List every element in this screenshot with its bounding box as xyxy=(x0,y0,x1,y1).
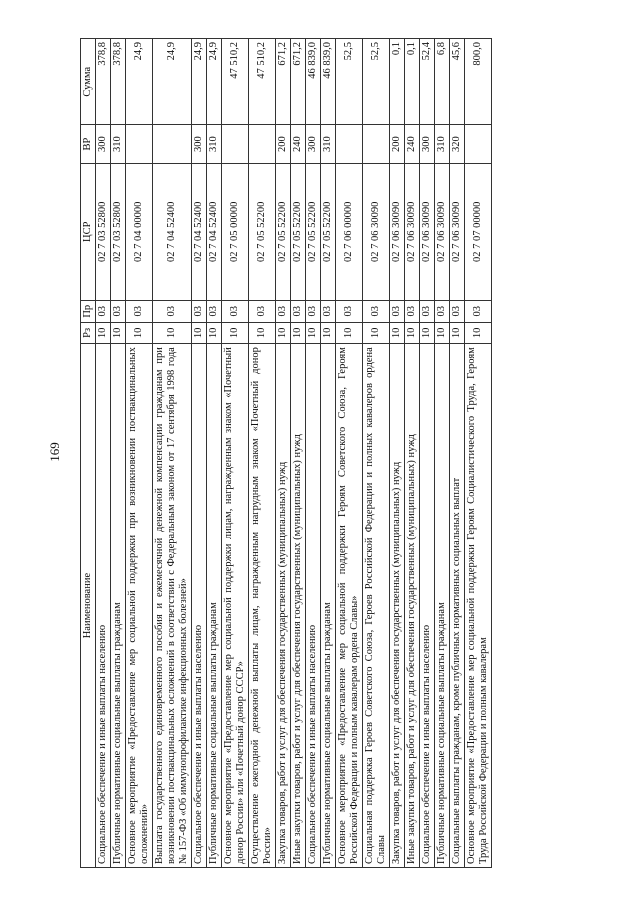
cell-name: Публичные нормативные социальные выплаты гражданам xyxy=(435,344,450,868)
cell-rz: 10 xyxy=(291,322,306,344)
table-row xyxy=(96,39,111,868)
header-rz: Рз xyxy=(81,322,96,344)
table-row xyxy=(465,39,492,868)
cell-vr xyxy=(153,125,192,163)
cell-pr: 03 xyxy=(420,300,435,322)
cell-pr: 03 xyxy=(306,300,321,322)
cell-sum: 46 839,0 xyxy=(321,39,336,125)
table-row xyxy=(276,39,291,868)
table-row xyxy=(111,39,126,868)
table-row xyxy=(420,39,435,868)
cell-name: Публичные нормативные социальные выплаты гражданам xyxy=(321,344,336,868)
cell-rz: 10 xyxy=(450,322,465,344)
cell-sum: 46 839,0 xyxy=(306,39,321,125)
cell-pr: 03 xyxy=(291,300,306,322)
cell-rz: 10 xyxy=(222,322,249,344)
header-sum: Сумма xyxy=(81,39,96,125)
rotated-page-content xyxy=(80,38,640,868)
table-row xyxy=(435,39,450,868)
cell-name: Социальные выплаты гражданам, кроме публичных нормативных социальных выплат xyxy=(450,344,465,868)
cell-sum: 6,8 xyxy=(435,39,450,125)
header-name: Наименование xyxy=(81,344,96,868)
cell-csr: 02 7 05 00000 xyxy=(222,163,249,300)
header-vr: ВР xyxy=(81,125,96,163)
cell-name: Социальное обеспечение и иные выплаты населению xyxy=(96,344,111,868)
table-row xyxy=(450,39,465,868)
cell-pr: 03 xyxy=(111,300,126,322)
cell-csr: 02 7 03 52800 xyxy=(96,163,111,300)
cell-csr: 02 7 06 30090 xyxy=(420,163,435,300)
cell-pr: 03 xyxy=(450,300,465,322)
cell-name: Социальное обеспечение и иные выплаты населению xyxy=(192,344,207,868)
cell-pr: 03 xyxy=(126,300,153,322)
cell-pr: 03 xyxy=(465,300,492,322)
cell-rz: 10 xyxy=(306,322,321,344)
cell-csr: 02 7 06 30090 xyxy=(363,163,390,300)
table-header-row xyxy=(81,39,96,868)
table-row xyxy=(249,39,276,868)
cell-rz: 10 xyxy=(465,322,492,344)
cell-csr: 02 7 05 52200 xyxy=(321,163,336,300)
cell-pr: 03 xyxy=(321,300,336,322)
cell-csr: 02 7 06 30090 xyxy=(405,163,420,300)
cell-name: Социальное обеспечение и иные выплаты населению xyxy=(420,344,435,868)
cell-sum: 378,8 xyxy=(111,39,126,125)
cell-rz: 10 xyxy=(420,322,435,344)
cell-sum: 24,9 xyxy=(153,39,192,125)
cell-pr: 03 xyxy=(222,300,249,322)
cell-pr: 03 xyxy=(363,300,390,322)
cell-sum: 52,4 xyxy=(420,39,435,125)
table-row xyxy=(336,39,363,868)
cell-pr: 03 xyxy=(153,300,192,322)
cell-name: Публичные нормативные социальные выплаты гражданам xyxy=(111,344,126,868)
cell-csr: 02 7 04 52400 xyxy=(192,163,207,300)
cell-vr xyxy=(336,125,363,163)
cell-vr: 300 xyxy=(192,125,207,163)
cell-name: Закупка товаров, работ и услуг для обеспечения государственных (муниципальных) нужд xyxy=(276,344,291,868)
cell-vr: 300 xyxy=(306,125,321,163)
cell-rz: 10 xyxy=(276,322,291,344)
cell-vr xyxy=(126,125,153,163)
budget-table xyxy=(80,38,492,868)
table-row xyxy=(405,39,420,868)
cell-name: Социальное обеспечение и иные выплаты населению xyxy=(306,344,321,868)
header-pr: Пр xyxy=(81,300,96,322)
cell-pr: 03 xyxy=(249,300,276,322)
cell-rz: 10 xyxy=(363,322,390,344)
table-row xyxy=(363,39,390,868)
cell-name: Осуществление ежегодной денежной выплаты лицам, награжденным нагрудным знаком «Почетный донор России» xyxy=(249,344,276,868)
cell-rz: 10 xyxy=(390,322,405,344)
cell-csr: 02 7 04 52400 xyxy=(207,163,222,300)
cell-name: Выплата государственного единовременного пособия и ежемесячной денежной компенсации гражданам при возникновении поствакцинальных осложнений в соответствии с Федеральным законом от 17 сентября 1998 года № 157-ФЗ «Об иммунопрофилактике инфекционных болезней» xyxy=(153,344,192,868)
cell-rz: 10 xyxy=(405,322,420,344)
cell-csr: 02 7 06 30090 xyxy=(390,163,405,300)
cell-rz: 10 xyxy=(96,322,111,344)
cell-name: Основное мероприятие «Предоставление мер социальной поддержки при возникновении поствакцинальных осложнений» xyxy=(126,344,153,868)
cell-vr: 310 xyxy=(207,125,222,163)
cell-vr: 240 xyxy=(291,125,306,163)
cell-csr: 02 7 05 52200 xyxy=(306,163,321,300)
cell-name: Иные закупки товаров, работ и услуг для обеспечения государственных (муниципальных) нужд xyxy=(405,344,420,868)
table-row xyxy=(207,39,222,868)
cell-sum: 47 510,2 xyxy=(222,39,249,125)
cell-csr: 02 7 04 00000 xyxy=(126,163,153,300)
cell-vr: 300 xyxy=(420,125,435,163)
cell-sum: 0,1 xyxy=(405,39,420,125)
cell-pr: 03 xyxy=(192,300,207,322)
cell-rz: 10 xyxy=(336,322,363,344)
cell-rz: 10 xyxy=(435,322,450,344)
cell-sum: 52,5 xyxy=(336,39,363,125)
cell-vr: 320 xyxy=(450,125,465,163)
cell-rz: 10 xyxy=(111,322,126,344)
table-row xyxy=(153,39,192,868)
table-row xyxy=(390,39,405,868)
cell-vr xyxy=(363,125,390,163)
cell-sum: 24,9 xyxy=(192,39,207,125)
cell-sum: 800,0 xyxy=(465,39,492,125)
cell-pr: 03 xyxy=(435,300,450,322)
cell-rz: 10 xyxy=(126,322,153,344)
cell-name: Основное мероприятие «Предоставление мер социальной поддержки Героям Советского Союза, Героям Российской Федерации и полным кавалерам ордена Славы» xyxy=(336,344,363,868)
cell-sum: 45,6 xyxy=(450,39,465,125)
table-row xyxy=(192,39,207,868)
cell-vr: 310 xyxy=(321,125,336,163)
cell-pr: 03 xyxy=(390,300,405,322)
cell-vr: 240 xyxy=(405,125,420,163)
cell-rz: 10 xyxy=(192,322,207,344)
cell-name: Социальная поддержка Героев Советского Союза, Героев Российской Федерации и полных кавалеров ордена Славы xyxy=(363,344,390,868)
cell-sum: 24,9 xyxy=(126,39,153,125)
cell-name: Основное мероприятие «Предоставление мер социальной поддержки Героям Социалистического Труда, Героям Труда Российской Федерации и полным кавалерам xyxy=(465,344,492,868)
header-csr: ЦСР xyxy=(81,163,96,300)
cell-name: Иные закупки товаров, работ и услуг для обеспечения государственных (муниципальных) нужд xyxy=(291,344,306,868)
cell-csr: 02 7 07 00000 xyxy=(465,163,492,300)
cell-name: Закупка товаров, работ и услуг для обеспечения государственных (муниципальных) нужд xyxy=(390,344,405,868)
cell-name: Основное мероприятие «Предоставление мер социальной поддержки лицам, награжденным знаком «Почетный донор России» или «Почетный донор СССР» xyxy=(222,344,249,868)
cell-vr xyxy=(222,125,249,163)
cell-csr: 02 7 05 52200 xyxy=(276,163,291,300)
table-row xyxy=(306,39,321,868)
cell-csr: 02 7 03 52800 xyxy=(111,163,126,300)
cell-csr: 02 7 05 52200 xyxy=(249,163,276,300)
cell-vr: 200 xyxy=(390,125,405,163)
cell-csr: 02 7 06 30090 xyxy=(435,163,450,300)
cell-pr: 03 xyxy=(336,300,363,322)
cell-rz: 10 xyxy=(321,322,336,344)
cell-pr: 03 xyxy=(276,300,291,322)
cell-rz: 10 xyxy=(207,322,222,344)
table-row xyxy=(291,39,306,868)
cell-sum: 47 510,2 xyxy=(249,39,276,125)
cell-sum: 671,2 xyxy=(291,39,306,125)
cell-vr xyxy=(465,125,492,163)
cell-vr: 310 xyxy=(435,125,450,163)
cell-csr: 02 7 06 30090 xyxy=(450,163,465,300)
cell-rz: 10 xyxy=(249,322,276,344)
cell-sum: 671,2 xyxy=(276,39,291,125)
cell-sum: 24,9 xyxy=(207,39,222,125)
cell-sum: 0,1 xyxy=(390,39,405,125)
cell-rz: 10 xyxy=(153,322,192,344)
table-row xyxy=(126,39,153,868)
cell-vr: 200 xyxy=(276,125,291,163)
cell-csr: 02 7 05 52200 xyxy=(291,163,306,300)
cell-csr: 02 7 04 52400 xyxy=(153,163,192,300)
table-row xyxy=(222,39,249,868)
cell-pr: 03 xyxy=(207,300,222,322)
cell-vr xyxy=(249,125,276,163)
table-row xyxy=(321,39,336,868)
cell-sum: 52,5 xyxy=(363,39,390,125)
cell-pr: 03 xyxy=(96,300,111,322)
cell-sum: 378,8 xyxy=(96,39,111,125)
cell-vr: 310 xyxy=(111,125,126,163)
cell-vr: 300 xyxy=(96,125,111,163)
cell-pr: 03 xyxy=(405,300,420,322)
cell-name: Публичные нормативные социальные выплаты гражданам xyxy=(207,344,222,868)
cell-csr: 02 7 06 00000 xyxy=(336,163,363,300)
page-number: 169 xyxy=(47,442,62,462)
